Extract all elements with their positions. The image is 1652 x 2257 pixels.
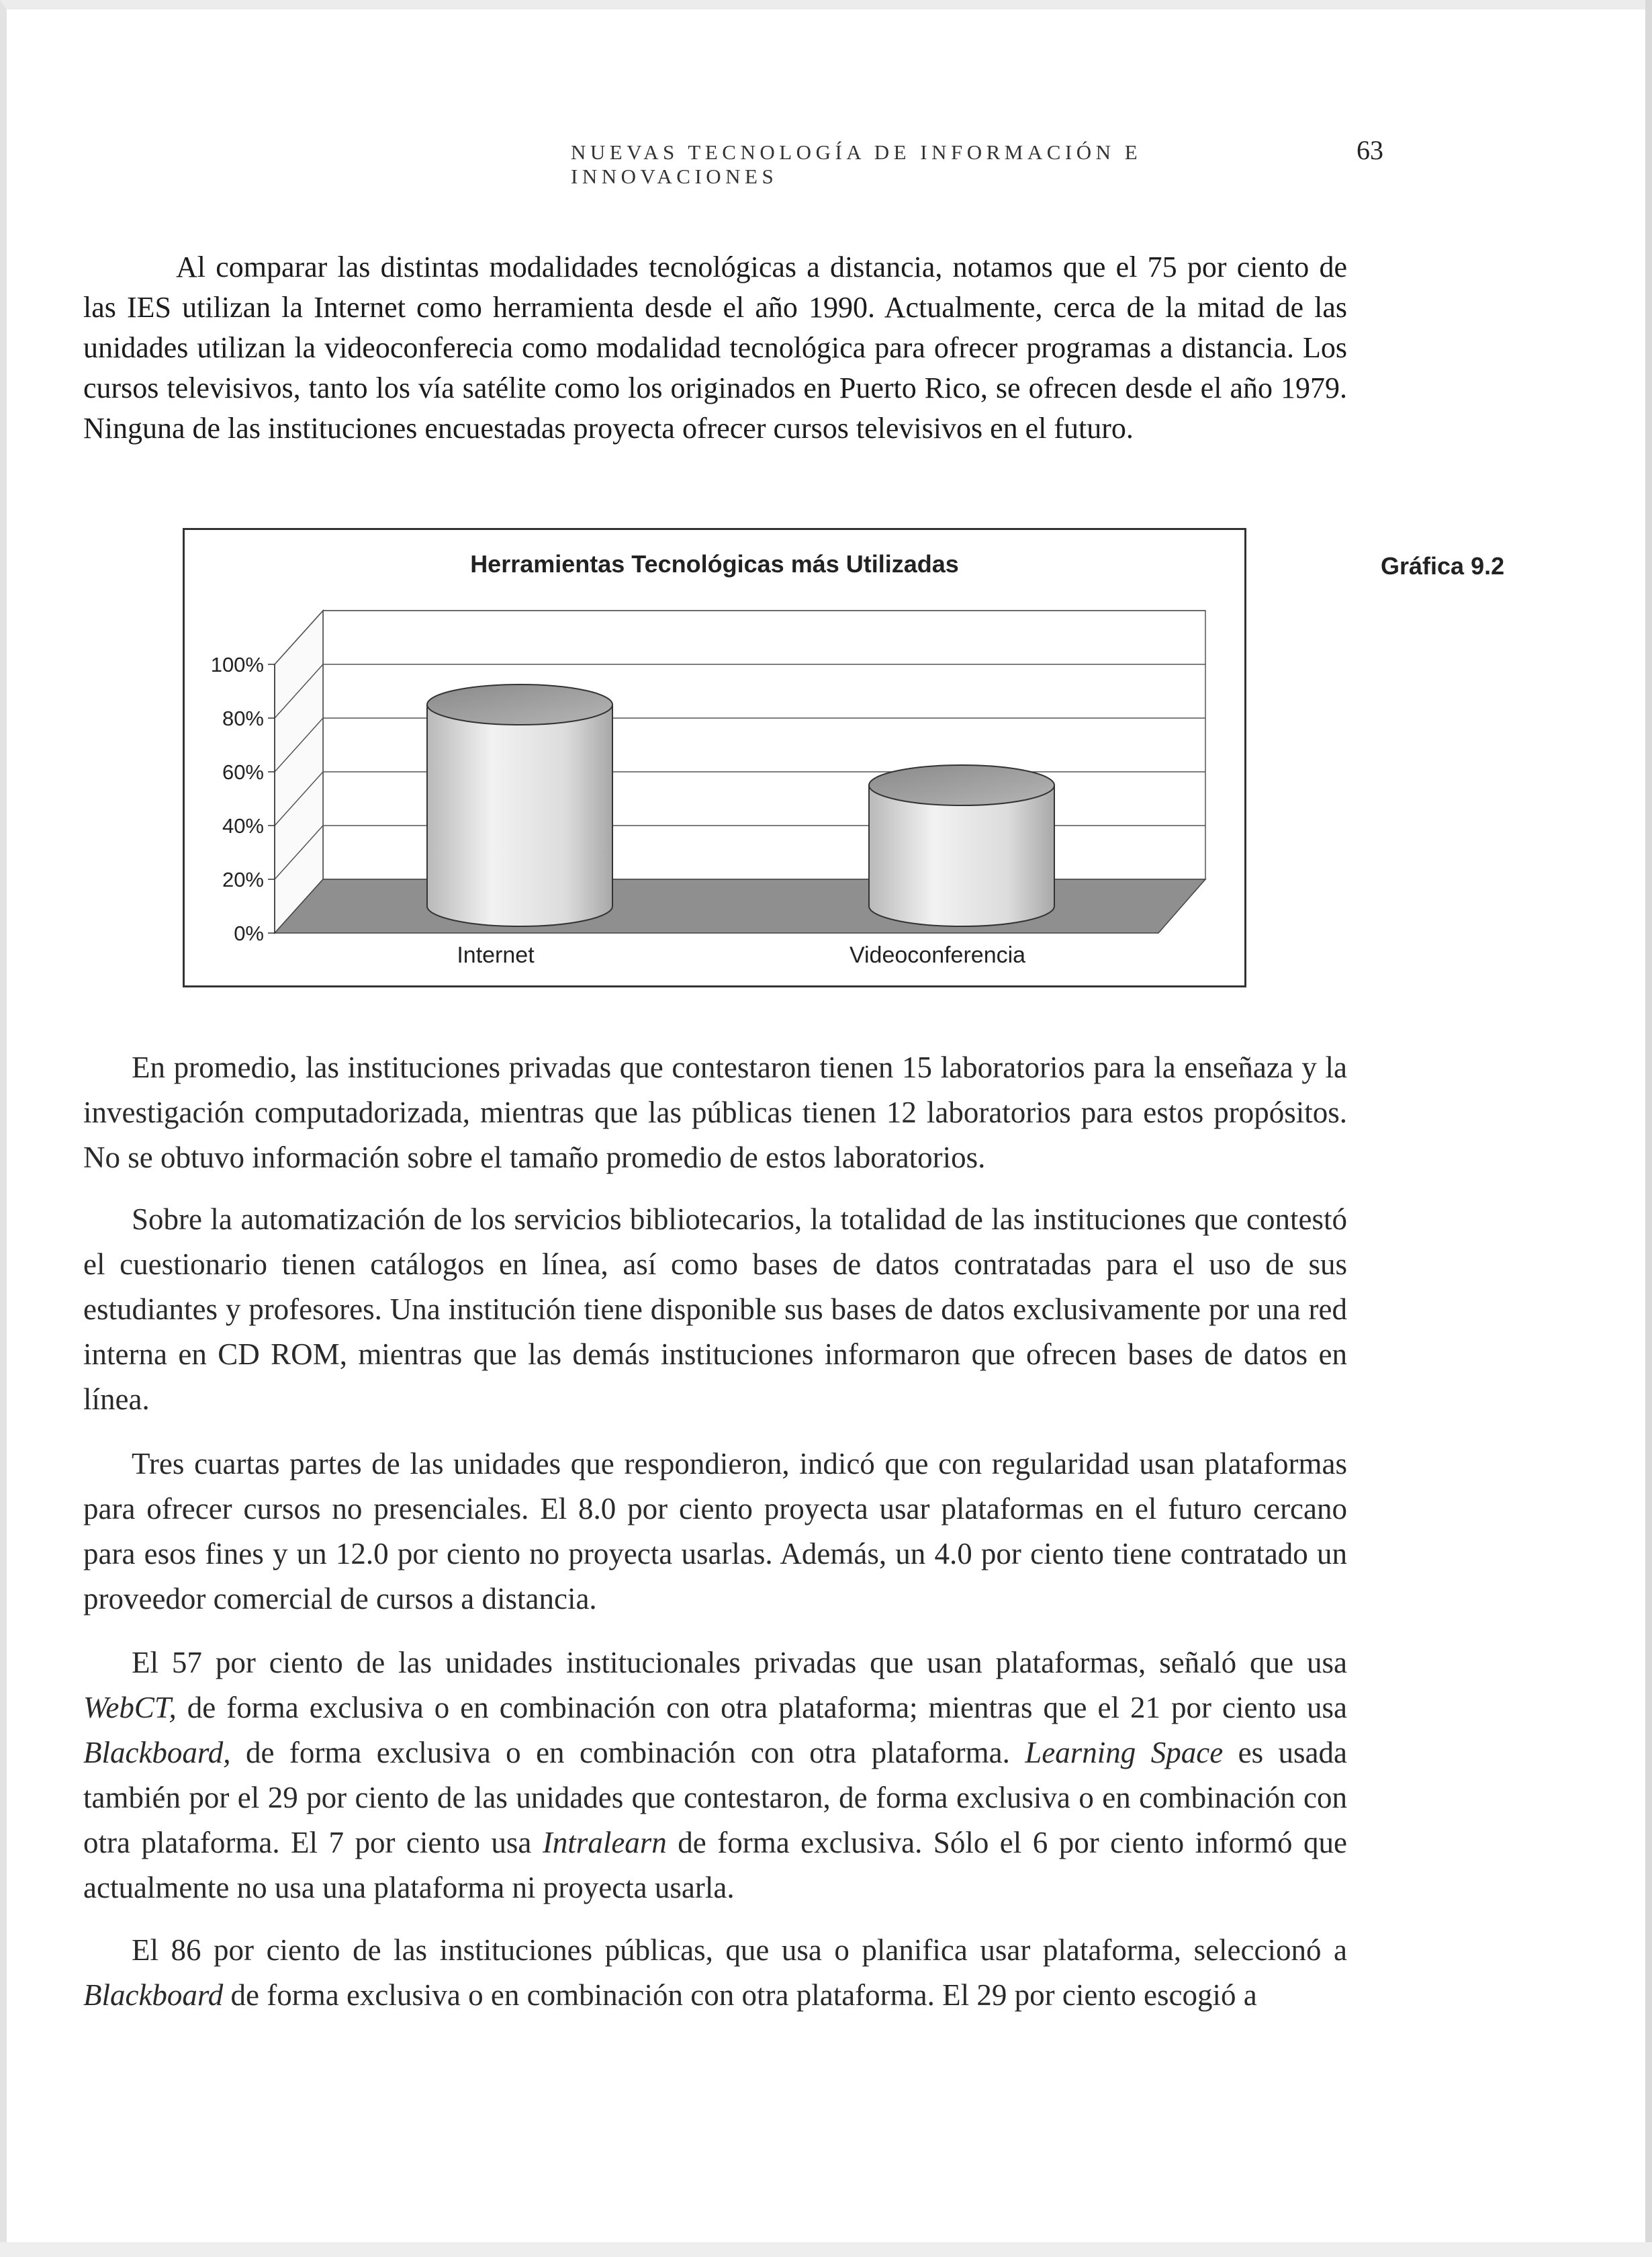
paragraph-5-text-e: de forma exclusiva. Sólo el 6 por ciento informó que actualmente no usa una plataforma ni proyecta usarla. bbox=[83, 1826, 1347, 1904]
platform-webct: WebCT, bbox=[83, 1691, 177, 1724]
platform-blackboard: Blackboard bbox=[83, 1978, 224, 2012]
paragraph-3: Sobre la automatización de los servicios bibliotecarios, la totalidad de las instituciones que contestó el cuestionario tienen catálogos en línea, así como bases de datos contratadas para el uso de sus estudiantes y profesores. Una institución tiene disponible sus bases de datos exclusivamente por una red interna en CD ROM, mientras que las demás instituciones informaron que ofrecen bases de datos en línea. bbox=[83, 1202, 1347, 1416]
running-head: NUEVAS TECNOLOGÍA DE INFORMACIÓN E INNOVACIONES bbox=[571, 140, 1142, 188]
paragraph-6-text-a: El 86 por ciento de las instituciones públicas, que usa o planifica usar plataforma, seleccionó a bbox=[132, 1933, 1347, 1967]
paragraph-5-text-c: de forma exclusiva o en combinación con otra plataforma. bbox=[230, 1736, 1025, 1769]
page-header bbox=[571, 134, 1383, 189]
page-edge-right bbox=[1645, 0, 1652, 2257]
x-category-label: Videoconferencia bbox=[849, 942, 1026, 968]
paragraph-2: En promedio, las instituciones privadas que contestaron tienen 15 laboratorios para la enseñaza y la investigación computadorizada, mientras que las públicas tienen 12 laboratorios para estos propósitos. No se obtuvo información sobre el tamaño promedio de estos laboratorios. bbox=[83, 1051, 1347, 1174]
page-edge-bottom bbox=[0, 2242, 1652, 2257]
bar-cylinder-body bbox=[869, 785, 1054, 926]
paragraph-1: Al comparar las distintas modalidades tecnológicas a distancia, notamos que el 75 por ciento de las IES utilizan la Internet como herramienta desde el año 1990. Actualmente, cerca de la mitad de las unidades utilizan la videoconferecia como modalidad tecnológica para ofrecer programas a distancia. Los cursos televisivos, tanto los vía satélite como los originados en Puerto Rico, se ofrecen desde el año 1979. Ninguna de las instituciones encuestadas proyecta ofrecer cursos televisivos en el futuro. bbox=[83, 251, 1347, 445]
chart-caption: Gráfica 9.2 bbox=[1381, 552, 1505, 580]
paragraph-5-text-d: es usada también por el 29 por ciento de las unidades que contestaron, de forma exclusiva o en combinación con otra plataforma. El 7 por ciento usa bbox=[83, 1736, 1347, 1859]
platform-intralearn: Intralearn bbox=[542, 1826, 667, 1859]
paragraph-4: Tres cuartas partes de las unidades que respondieron, indicó que con regularidad usan plataformas para ofrecer cursos no presenciales. El 8.0 por ciento proyecta usar plataformas en el futuro cercano para esos fines y un 12.0 por ciento no proyecta usarlas. Además, un 4.0 por ciento tiene contratado un proveedor comercial de cursos a distancia. bbox=[83, 1447, 1347, 1616]
page-number: 63 bbox=[1357, 135, 1383, 165]
bar-cylinder-top bbox=[427, 684, 612, 725]
paragraph-6-text-b: de forma exclusiva o en combinación con otra plataforma. El 29 por ciento escogió a bbox=[223, 1978, 1257, 2012]
x-category-label: Internet bbox=[457, 942, 535, 968]
chart-side-wall bbox=[275, 611, 323, 933]
paragraph-5 bbox=[83, 1640, 1347, 1910]
bar-cylinder-top bbox=[869, 765, 1054, 805]
chart-figure bbox=[183, 528, 1246, 987]
platform-learning-space: Learning Space bbox=[1025, 1736, 1224, 1769]
chart-svg bbox=[185, 530, 1248, 989]
y-tick-label: 100% bbox=[210, 653, 264, 676]
paragraph-5-text-a: El 57 por ciento de las unidades institucionales privadas que usan plataformas, señaló que usa bbox=[132, 1646, 1347, 1679]
bar-cylinder-body bbox=[427, 705, 612, 926]
y-tick-label: 80% bbox=[222, 707, 264, 730]
y-tick-label: 60% bbox=[222, 760, 264, 784]
y-tick-label: 20% bbox=[222, 868, 264, 891]
platform-blackboard: Blackboard, bbox=[83, 1736, 231, 1769]
y-tick-label: 0% bbox=[234, 922, 264, 945]
chart-floor bbox=[275, 879, 1205, 933]
chart-title: Herramientas Tecnológicas más Utilizadas bbox=[470, 550, 959, 578]
paragraph-5-text-b: de forma exclusiva o en combinación con otra plataforma; mientras que el 21 por ciento usa bbox=[176, 1691, 1347, 1724]
y-tick-label: 40% bbox=[222, 814, 264, 838]
paragraph-6 bbox=[83, 1928, 1347, 2018]
